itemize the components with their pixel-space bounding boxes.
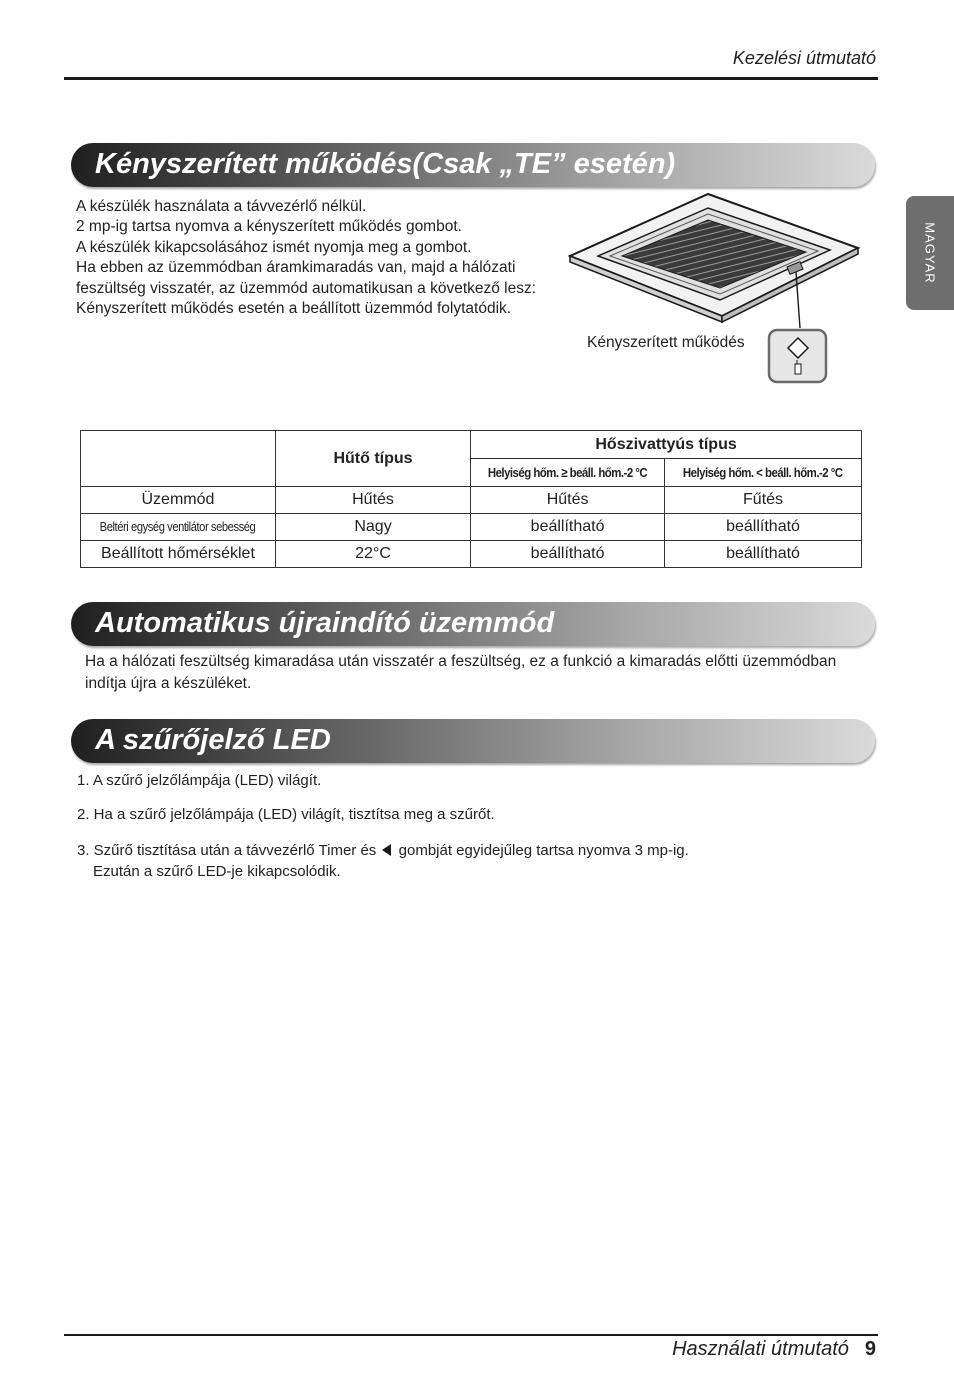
- cell-cooling: Hűtés: [275, 487, 470, 514]
- intro-line: A készülék használata a távvezérlő nélkül.: [76, 198, 367, 215]
- section-banner-forced-operation: [71, 143, 875, 187]
- intro-line: A készülék kikapcsolásához ismét nyomja meg a gombot.: [76, 238, 472, 256]
- language-tab: [906, 196, 954, 310]
- header-title: Kezelési útmutató: [732, 48, 876, 68]
- forced-operation-table: [80, 430, 862, 568]
- cell-hp-lt: beállítható: [665, 514, 862, 541]
- row-label: Beltéri egység ventilátor sebesség: [100, 519, 256, 534]
- col-header-cond-lt: [665, 459, 862, 487]
- cell-hp-ge: Hűtés: [471, 487, 665, 514]
- cell-cooling: 22°C: [275, 541, 470, 568]
- table-row: [81, 541, 862, 568]
- intro-line: Ha ebben az üzemmódban áramkimaradás van, majd a hálózati: [76, 259, 516, 277]
- cond-lt-label: Helyiség hőm. < beáll. hőm.-2 °C: [683, 464, 843, 480]
- cell-hp-lt: Fűtés: [665, 487, 862, 514]
- forced-operation-text: [76, 197, 566, 319]
- intro-line: feszültség visszatér, az üzemmód automatikusan a következő lesz:: [76, 279, 537, 297]
- section-title-auto-restart: Automatikus újraindító üzemmód: [95, 606, 555, 639]
- col-header-cond-ge: [471, 459, 665, 487]
- step-3-text-a: 3. Szűrő tisztítása után a távvezérlő Timer és: [77, 842, 377, 859]
- section-title-filter-led: A szűrőjelző LED: [95, 723, 331, 756]
- section-title-forced-operation: Kényszerített működés(Csak „TE” esetén): [95, 147, 676, 180]
- header-divider: [64, 77, 878, 80]
- footer-title: Használati útmutató: [672, 1338, 849, 1360]
- cassette-unit-illustration: [560, 188, 870, 388]
- table-row: [81, 514, 862, 541]
- footer-divider: [64, 1334, 878, 1336]
- cell-cooling: Nagy: [275, 514, 470, 541]
- row-label-cell: [81, 514, 276, 541]
- row-label: Üzemmód: [81, 487, 276, 514]
- footer: [672, 1338, 876, 1361]
- table-corner-cell: [81, 431, 276, 487]
- row-label: Beállított hőmérséklet: [81, 541, 276, 568]
- step-3: [77, 842, 689, 859]
- section-banner-auto-restart: [71, 602, 875, 646]
- col-header-cooling: Hűtő típus: [275, 431, 470, 487]
- language-tab-label: MAGYAR: [922, 222, 938, 284]
- step-2: 2. Ha a szűrő jelzőlámpája (LED) világít, tisztítsa meg a szűrőt.: [77, 806, 495, 823]
- step-3-text-b: gombját egyidejűleg tartsa nyomva 3 mp-ig.: [398, 842, 689, 859]
- forced-operation-caption: Kényszerített működés: [587, 334, 745, 351]
- step-1: 1. A szűrő jelzőlámpája (LED) világít.: [77, 772, 322, 789]
- cell-hp-lt: beállítható: [665, 541, 862, 568]
- step-3-continuation: Ezután a szűrő LED-je kikapcsolódik.: [93, 863, 341, 880]
- col-header-heatpump: Hőszivattyús típus: [471, 431, 862, 459]
- cond-ge-label: Helyiség hőm. ≥ beáll. hőm.-2 °C: [487, 464, 648, 480]
- table-row: [81, 487, 862, 514]
- section-banner-filter-led: [71, 719, 875, 763]
- intro-line: Kényszerített működés esetén a beállított üzemmód folytatódik.: [76, 300, 512, 318]
- page-number: 9: [864, 1338, 876, 1360]
- cell-hp-ge: beállítható: [471, 541, 665, 568]
- cell-hp-ge: beállítható: [471, 514, 665, 541]
- intro-line: 2 mp-ig tartsa nyomva a kényszerített működés gombot.: [76, 218, 462, 236]
- auto-restart-text: Ha a hálózati feszültség kimaradása után visszatér a feszültség, ez a funkció a kimaradás előtti üzemmódban indítja újra a készüléket.: [85, 653, 837, 692]
- left-triangle-icon: [382, 844, 391, 856]
